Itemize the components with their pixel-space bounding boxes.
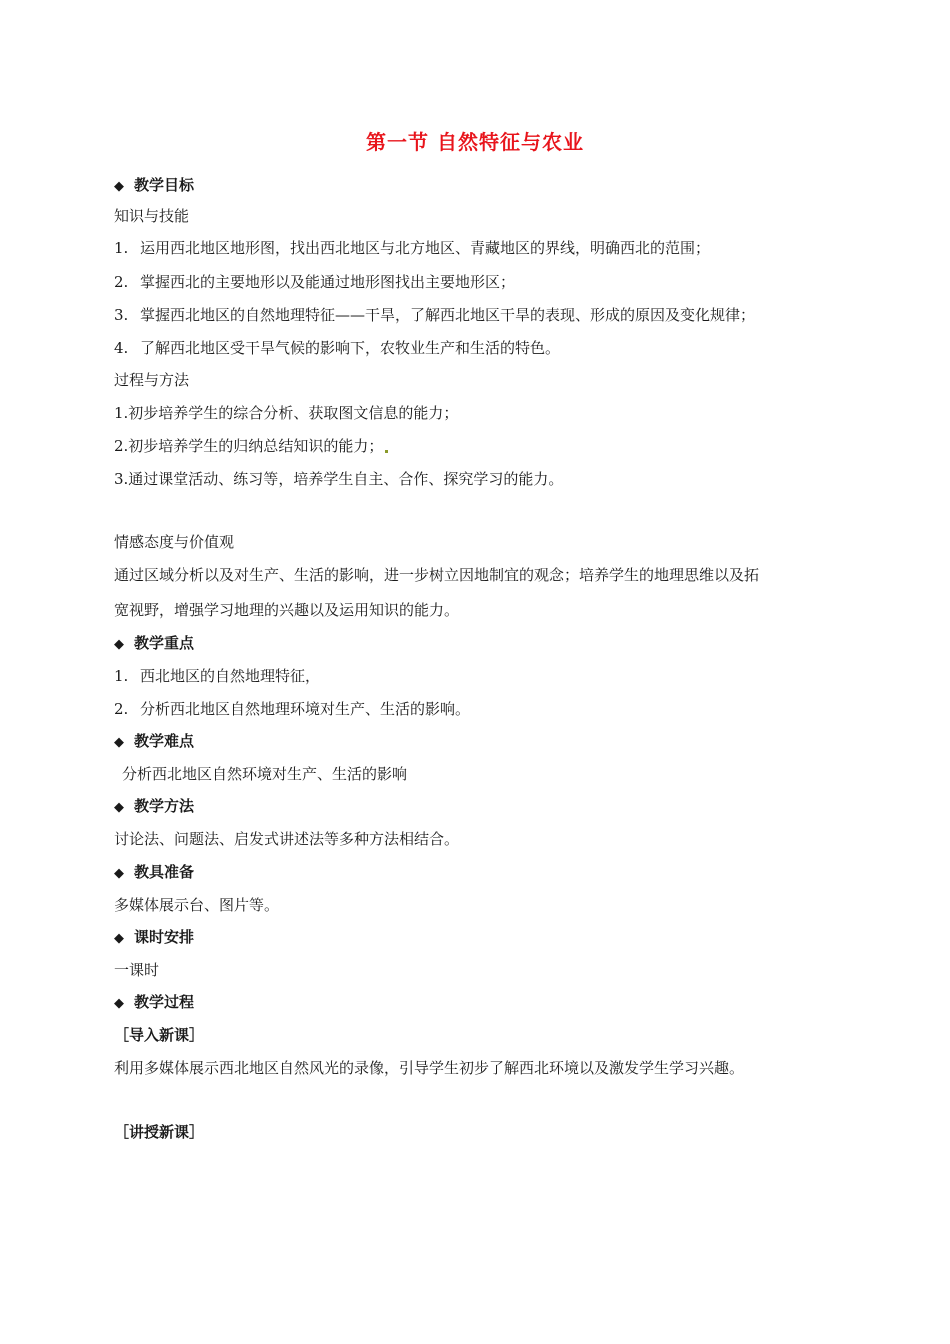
heading-lecture: ［讲授新课］ (114, 1123, 205, 1141)
key-item-2: 2. 分析西北地区自然地理环境对生产、生活的影响。 (114, 700, 471, 718)
process-item-2: 2.初步培养学生的归纳总结知识的能力； (114, 436, 388, 456)
heading-procedure: ◆ 教学过程 (114, 992, 194, 1014)
knowledge-item-2: 2. 掌握西北的主要地形以及能通过地形图找出主要地形区； (114, 273, 516, 291)
heading-objectives: ◆ 教学目标 (114, 175, 194, 197)
heading-tools: ◆ 教具准备 (114, 862, 194, 884)
diamond-bullet-icon: ◆ (114, 735, 124, 750)
diamond-bullet-icon: ◆ (114, 800, 124, 815)
schedule-text: 一课时 (114, 961, 160, 979)
heading-difficulty: ◆ 教学难点 (114, 731, 194, 753)
knowledge-item-4: 4. 了解西北地区受干旱气候的影响下，农牧业生产和生活的特色。 (114, 339, 561, 357)
method-text: 讨论法、问题法、启发式讲述法等多种方法相结合。 (114, 830, 460, 848)
diamond-bullet-icon: ◆ (114, 931, 124, 946)
diamond-bullet-icon: ◆ (114, 996, 124, 1011)
diamond-bullet-icon: ◆ (114, 179, 124, 194)
heading-schedule: ◆ 课时安排 (114, 927, 194, 949)
heading-intro: ［导入新课］ (114, 1026, 205, 1044)
diamond-bullet-icon: ◆ (114, 637, 124, 652)
subheading-emotion: 情感态度与价值观 (114, 533, 235, 551)
process-item-3: 3.通过课堂活动、练习等，培养学生自主、合作、探究学习的能力。 (114, 470, 564, 488)
intro-text: 利用多媒体展示西北地区自然风光的录像，引导学生初步了解西北环境以及激发学生学习兴趣。 (114, 1059, 745, 1077)
tools-text: 多媒体展示台、图片等。 (114, 896, 280, 914)
difficulty-text: 分析西北地区自然环境对生产、生活的影响 (122, 765, 408, 783)
subheading-process: 过程与方法 (114, 371, 190, 389)
key-item-1: 1. 西北地区的自然地理特征， (114, 667, 321, 685)
knowledge-item-3: 3. 掌握西北地区的自然地理特征——干旱，了解西北地区干旱的表现、形成的原因及变化规律； (114, 306, 756, 324)
stray-mark-icon (385, 450, 388, 453)
page-title: 第一节 自然特征与农业 (366, 130, 584, 154)
diamond-bullet-icon: ◆ (114, 866, 124, 881)
knowledge-item-1: 1. 运用西北地区地形图，找出西北地区与北方地区、青藏地区的界线，明确西北的范围； (114, 239, 711, 257)
emotion-text-line-2: 宽视野，增强学习地理的兴趣以及运用知识的能力。 (114, 601, 460, 619)
heading-method: ◆ 教学方法 (114, 796, 194, 818)
emotion-text-line-1: 通过区域分析以及对生产、生活的影响，进一步树立因地制宜的观念；培养学生的地理思维以及拓 (114, 566, 760, 584)
process-item-1: 1.初步培养学生的综合分析、获取图文信息的能力； (114, 404, 459, 422)
heading-key-points: ◆ 教学重点 (114, 633, 194, 655)
subheading-knowledge: 知识与技能 (114, 207, 190, 225)
